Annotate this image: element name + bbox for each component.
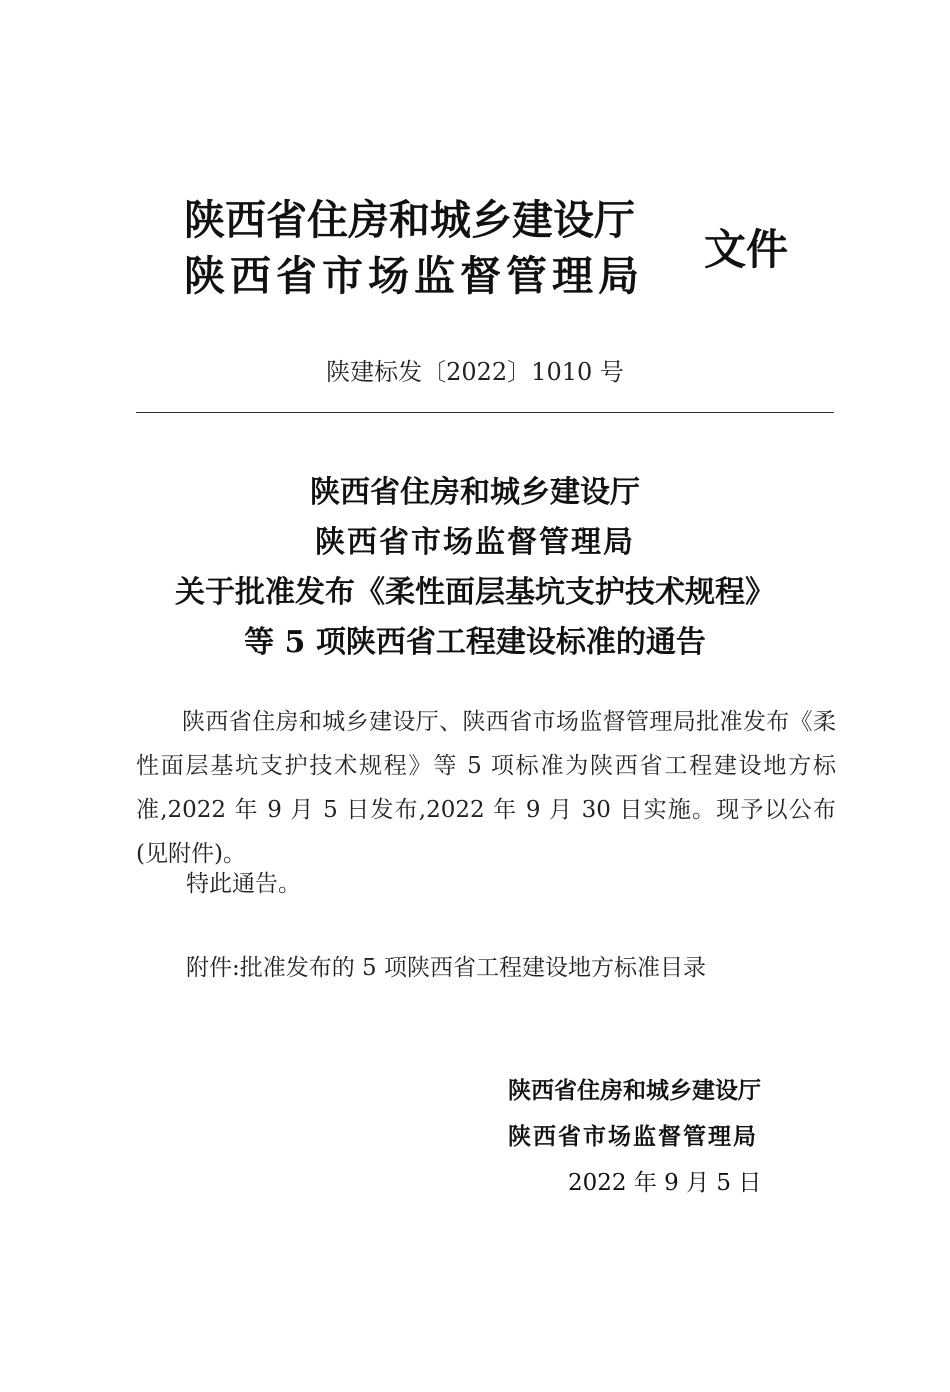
issuer-housing-department: 陕西省住房和城乡建设厅: [184, 196, 635, 244]
title-line-3: 关于批准发布《柔性面层基坑支护技术规程》: [175, 575, 775, 610]
body-paragraph: 陕西省住房和城乡建设厅、陕西省市场监督管理局批准发布《柔性面层基坑支护技术规程》等 5 项标准为陕西省工程建设地方标准,2022 年 9 月 5 日发布,2022 年 9 月 30 日实施。现予以公布(见附件)。: [136, 709, 836, 867]
title-line-1: 陕西省住房和城乡建设厅: [310, 475, 640, 510]
document-label: 文件: [704, 225, 789, 274]
document-header: [184, 192, 804, 310]
title-line-2: 陕西省市场监督管理局: [315, 525, 635, 560]
signature-issuer-2: 陕西省市场监督管理局: [508, 1124, 758, 1150]
header-divider: [136, 412, 834, 413]
attachment-note: 附件:批准发布的 5 项陕西省工程建设地方标准目录: [186, 955, 707, 981]
notice-body: [136, 700, 836, 876]
title-line-4: 等 5 项陕西省工程建设标准的通告: [244, 625, 706, 660]
issuing-authorities: [184, 192, 664, 304]
signature-block: [508, 1068, 808, 1206]
document-number: 陕建标发〔2022〕1010 号: [326, 358, 624, 386]
signature-date: 2022 年 9 月 5 日: [568, 1170, 762, 1196]
signature-issuer-1: 陕西省住房和城乡建设厅: [508, 1078, 761, 1104]
notice-title: [0, 468, 950, 668]
issuer-market-regulation-bureau: 陕西省市场监督管理局: [184, 252, 644, 300]
closing-remark: 特此通告。: [186, 871, 301, 897]
